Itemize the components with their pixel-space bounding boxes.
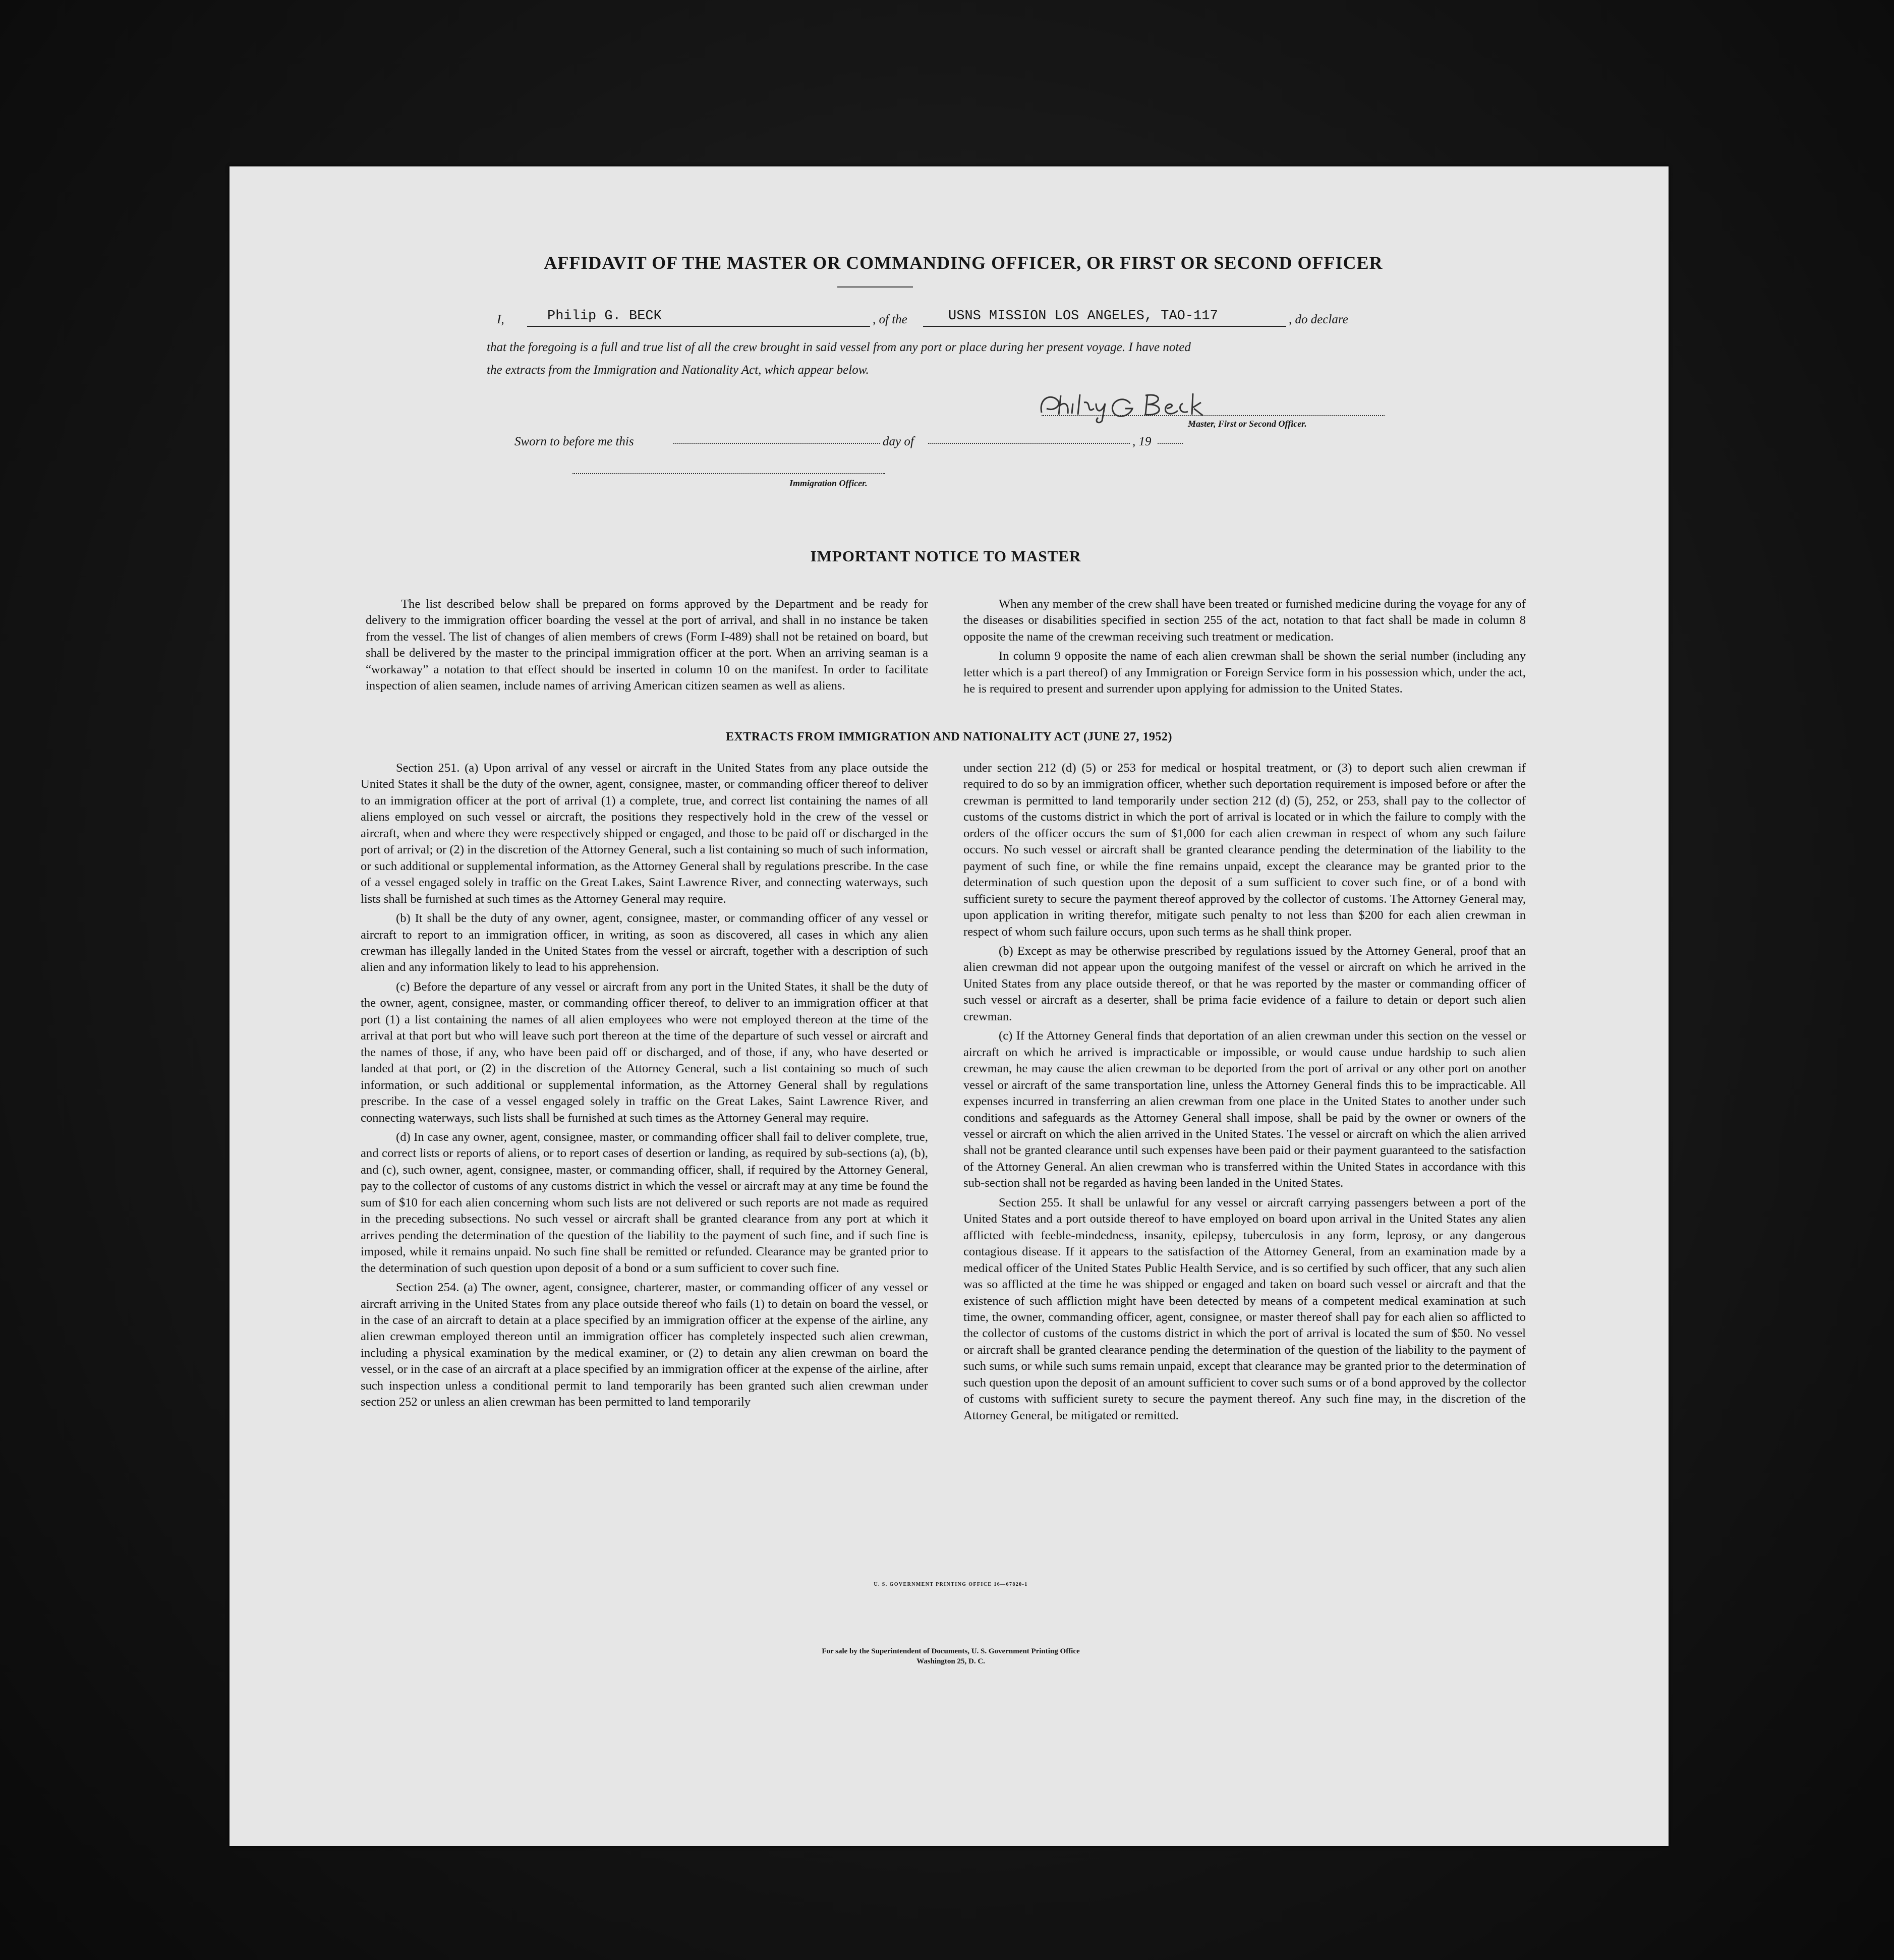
signature xyxy=(1031,388,1385,419)
sworn-month-line xyxy=(928,443,1130,444)
notice-right-paragraph-1: When any member of the crew shall have been treated or furnished medicine during the voyage for any of the diseases or disabilities specified in section 255 of the act, notation to that fact shall be made in column 8 opposite the name of the crewman receiving such treatment or medication. xyxy=(963,597,1526,644)
name-value: Philip G. BECK xyxy=(547,309,662,324)
signature-label-struck: Master, xyxy=(1188,419,1216,429)
sale-line-1: For sale by the Superintendent of Documents, U. S. Government Printing Office xyxy=(822,1647,1080,1655)
signature-label-rest: First or Second Officer. xyxy=(1216,419,1307,429)
vessel-value: USNS MISSION LOS ANGELES, TAO-117 xyxy=(948,309,1218,324)
document-page xyxy=(229,166,1669,1846)
extract-paragraph: (c) Before the departure of any vessel or aircraft from any port in the United States, it shall be the duty of the owner, agent, consignee, master, or commanding officer thereof, to deliver to an immigration officer at that port (1) a list containing the names of all alien employees who were not employed thereon at the time of the arrival at that port but who will leave such port thereon at the time of the departure of such vessel or aircraft and the names of those, if any, who have been paid off or discharged, and of those, if any, who have deserted or landed at that port, or (2) in the discretion of the Attorney General, such a list containing so much of such information, or such additional or supplemental information, as the Attorney General shall by regulations prescribe. In the case of a vessel engaged solely in traffic on the Great Lakes, Saint Lawrence River, and connecting waterways, such lists shall be furnished at such times as the Attorney General may require. xyxy=(361,979,928,1125)
sale-line-2: Washington 25, D. C. xyxy=(916,1657,985,1665)
extract-paragraph: Section 251. (a) Upon arrival of any vessel or aircraft in the United States from any place outside the United States it shall be the duty of the owner, agent, consignee, master, or commanding officer thereof to deliver to an immigration officer at the port of arrival (1) a complete, true, and correct list containing the names of all aliens employed on such vessel or aircraft, the positions they respectively hold in the crew of the vessel or aircraft, when and where they were respectively shipped or engaged, and those to be paid off or discharged in the port of arrival; or (2) in the discretion of the Attorney General, such a list containing so much of such information, or such additional or supplemental information, as the Attorney General shall by regulations prescribe. In the case of a vessel engaged solely in traffic on the Great Lakes, Saint Lawrence River, and connecting waterways, such lists shall be furnished at such times as the Attorney General may require. xyxy=(361,761,928,906)
signature-label xyxy=(1188,419,1307,429)
i-label: I, xyxy=(497,313,504,326)
declaration-line-2: the extracts from the Immigration and Nationality Act, which appear below. xyxy=(487,363,869,377)
do-declare-label: , do declare xyxy=(1289,313,1348,326)
affidavit-title: AFFIDAVIT OF THE MASTER OR COMMANDING OFFICER, OR FIRST OR SECOND OFFICER xyxy=(544,253,1383,273)
extract-paragraph: (d) In case any owner, agent, consignee, master, or commanding officer shall fail to deliver complete, true, and correct lists or reports of aliens, or to report cases of desertion or landing, as required by sub-sections (a), (b), and (c), such owner, agent, consignee, master, or commanding officer, shall, if required by the Attorney General, pay to the collector of customs of any customs district in which the vessel or aircraft may at any time be found the sum of $10 for each alien concerning whom such lists are not delivered or such reports are not made as required in the preceding subsections. No such vessel or aircraft shall be granted clearance from any port at which it arrives pending the determination of the question of the liability to the payment of such fine, and if such fine is imposed, while it remains unpaid. No such fine shall be remitted or refunded. Clearance may be granted prior to the determination of such question upon deposit of a bond or a sum sufficient to cover such fine. xyxy=(361,1130,928,1275)
extract-paragraph: (b) It shall be the duty of any owner, agent, consignee, master, or commanding officer of any vessel or aircraft to report to an immigration officer, in writing, as soon as discovered, all cases in which any alien crewman has illegally landed in the United States from the vessel or aircraft, together with a description of such alien and any information likely to lead to his apprehension. xyxy=(361,911,928,974)
extract-paragraph: (c) If the Attorney General finds that deportation of an alien crewman under this section on the vessel or aircraft on which he arrived is impracticable or impossible, or would cause undue hardship to such alien crewman, he may cause the alien crewman to be deported from the port of arrival or any other port on another vessel or aircraft of the same transportation line, unless the Attorney General finds this to be impracticable. All expenses incurred in transferring an alien crewman from one place in the United States to another under such conditions and safeguards as the Attorney General shall impose, shall be paid by the owner or owners of the vessel or aircraft on which the alien arrived in the United States. The vessel or aircraft on which the alien arrived shall not be granted clearance until such expenses have been paid or their payment guaranteed to the satisfaction of the Attorney General. An alien crewman who is transferred within the United States in accordance with this sub-section shall not be regarded as having been landed in the United States. xyxy=(963,1029,1526,1190)
notice-right-column xyxy=(963,596,1526,701)
extract-paragraph: Section 254. (a) The owner, agent, consignee, charterer, master, or commanding officer of any vessel or aircraft arriving in the United States from any place outside thereof who fails (1) to detain on board the vessel, or in the case of an aircraft to detain at a place specified by an immigration officer at the expense of the airline, any alien crewman employed thereon until an immigration officer has completely inspected such alien crewman, including a physical examination by the medical examiner, or (2) to detain any alien crewman on board the vessel, or in the case of an aircraft at a place specified by an immigration officer at the expense of the airline, after such inspection unless a conditional permit to land temporarily has been granted such alien crewman under section 252 or unless an alien crewman has been permitted to land temporarily xyxy=(361,1281,928,1409)
declaration-line-1: that the foregoing is a full and true list of all the crew brought in said vessel from any port or place during her present voyage. I have noted xyxy=(487,340,1191,354)
immigration-officer-line xyxy=(572,473,885,474)
extracts-left-column xyxy=(361,760,928,1414)
of-the-label: , of the xyxy=(873,313,907,326)
title-rule xyxy=(837,286,913,287)
year-label: , 19 xyxy=(1132,435,1152,448)
extract-paragraph: under section 212 (d) (5) or 253 for medical or hospital treatment, or (3) to deport such alien crewman if required to do so by an immigration officer, whether such deportation requirement is imposed before or after the crewman is permitted to land temporarily under section 212 (d) (5), 252, or 253, shall pay to the collector of customs of the customs district in which the port of arrival is located or in which the failure to comply with the orders of the officer occurs the sum of $1,000 for each alien crewman in respect of whom any such failure occurs. No such vessel or aircraft shall be granted clearance pending the determination of the liability to the payment of such fine, or while the fine remains unpaid, except the clearance may be granted prior to the determination of such question upon the deposit of a sum sufficient to cover such fine, or of a bond with sufficient surety to secure the payment thereof approved by the collector of customs. The Attorney General may, upon application in writing therefor, mitigate such penalty to not less than $200 for each alien crewman in respect of whom such failure occurs, upon such terms as he shall think proper. xyxy=(963,761,1526,939)
sworn-day-line xyxy=(673,443,880,444)
notice-right-paragraph-2: In column 9 opposite the name of each alien crewman shall be shown the serial number (including any letter which is a part thereof) of any Immigration or Foreign Service form in his possession which, under the act, he is required to present and surrender upon applying for admission to the United States. xyxy=(963,649,1526,696)
extracts-right-column xyxy=(963,760,1526,1427)
extracts-title: EXTRACTS FROM IMMIGRATION AND NATIONALITY ACT (JUNE 27, 1952) xyxy=(726,730,1172,743)
day-of-label: day of xyxy=(883,435,914,448)
gpo-imprint: U. S. GOVERNMENT PRINTING OFFICE 16—67820-1 xyxy=(874,1582,1028,1587)
notice-left-column xyxy=(366,596,928,698)
sale-notice xyxy=(683,1647,1218,1666)
immigration-officer-label: Immigration Officer. xyxy=(789,478,868,488)
notice-title: IMPORTANT NOTICE TO MASTER xyxy=(810,547,1081,565)
extract-paragraph: Section 255. It shall be unlawful for any vessel or aircraft carrying passengers between a port of the United States and a port outside thereof to have employed on board upon arrival in the United States any alien afflicted with feeble-mindedness, insanity, epilepsy, tuberculosis in any form, leprosy, or any dangerous contagious disease. If it appears to the satisfaction of the Attorney General, from an examination made by a medical officer of the United States Public Health Service, and is so certified by such officer, that any such alien was so afflicted at the time he was shipped or engaged and taken on board such vessel or aircraft and that the existence of such affliction might have been detected by means of a competent medical examination at such time, the owner, commanding officer, agent, consignee, or master thereof shall pay for each alien so afflicted to the collector of customs of the customs district in which the port of arrival is located the sum of $50. No vessel or aircraft shall be granted clearance pending the determination of the question of the liability to the payment of such sums, or while such sums remain unpaid, except that clearance may be granted prior to the determination of such question upon the deposit of an amount sufficient to cover such sums or of a bond approved by the collector of customs with sufficient surety to secure the payment thereof. Any such fine may, in the discretion of the Attorney General, be mitigated or remitted. xyxy=(963,1195,1526,1422)
notice-left-paragraph: The list described below shall be prepared on forms approved by the Department and be ready for delivery to the immigration officer boarding the vessel at the port of arrival, and shall in no instance be taken from the vessel. The list of changes of alien members of crews (Form I-489) shall not be retained on board, but shall be delivered by the master to the principal immigration officer at the port. When an arriving seaman is a “workaway” a notation to that effect should be inserted in column 10 on the manifest. In order to facilitate inspection of alien seamen, include names of arriving American citizen seamen as well as aliens. xyxy=(366,597,928,693)
sworn-year-line xyxy=(1158,443,1183,444)
sworn-label: Sworn to before me this xyxy=(514,435,634,448)
extract-paragraph: (b) Except as may be otherwise prescribed by regulations issued by the Attorney General, proof that an alien crewman did not appear upon the outgoing manifest of the vessel or aircraft on which he arrived in the United States from any place outside thereof, or that he was reported by the master or commanding officer of such vessel or aircraft as a deserter, shall be prima facie evidence of a failure to detain or deport such alien crewman. xyxy=(963,944,1526,1023)
signature-line xyxy=(1042,415,1385,416)
